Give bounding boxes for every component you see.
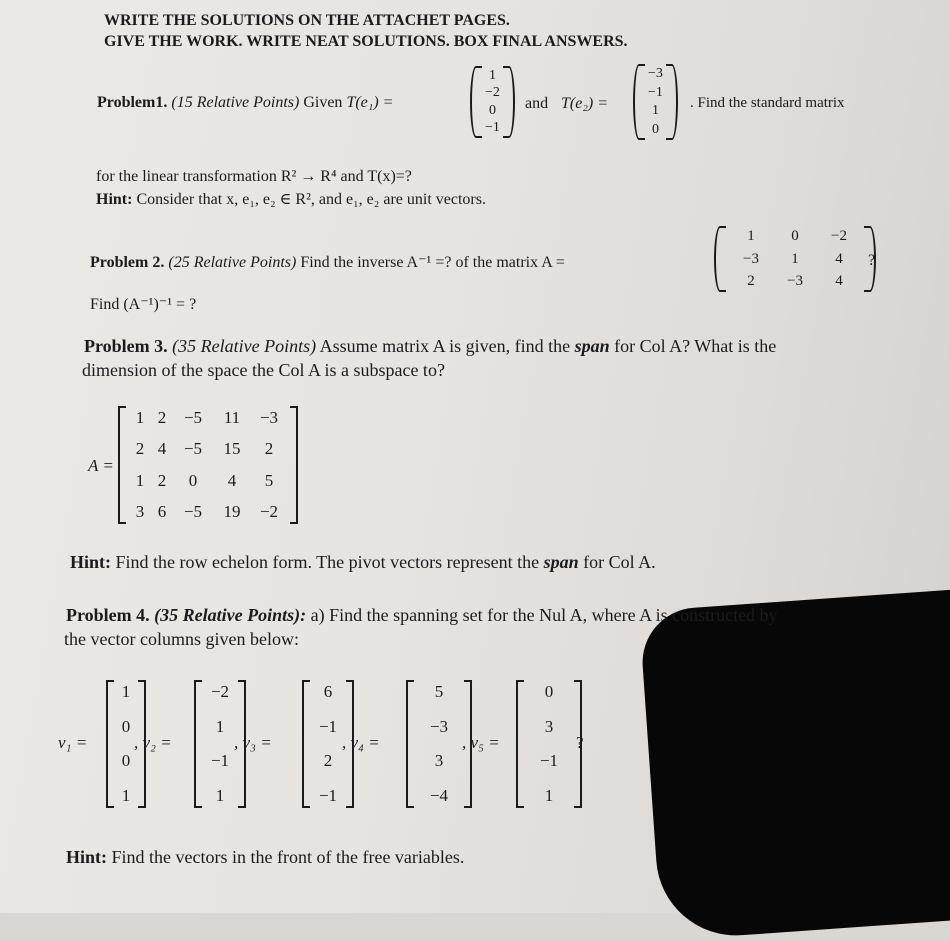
problem4-text: a) Find the spanning set for the Nul A, where A is constructed by (310, 605, 778, 625)
vector-entry: 6 (323, 682, 333, 701)
problem1-points: (15 Relative Points) (171, 94, 300, 111)
matrix-entry: −5 (183, 501, 203, 521)
problem2-label: Problem 2. (90, 254, 165, 271)
problem1-line2: for the linear transformation R² → R⁴ and T(x)=? (96, 168, 412, 185)
matrix-entry: 2 (157, 470, 167, 490)
vector-entry: 0 (121, 751, 131, 771)
v2-label: , v₂ = (134, 733, 172, 752)
te1-entry: −2 (485, 85, 500, 101)
problem4-label: Problem 4. (66, 605, 150, 625)
matrix-entry: 11 (223, 408, 241, 427)
problem3-a-label: A = (88, 456, 114, 475)
matrix-entry: 2 (135, 439, 145, 459)
matrix-entry: 2 (157, 408, 167, 427)
vector-entry: 1 (121, 682, 131, 701)
problem3-hint-label: Hint: (70, 552, 112, 572)
header-line-1: WRITE THE SOLUTIONS ON THE ATTACHET PAGES. (104, 12, 510, 29)
problem1-te2-label: T(e₂) = (561, 95, 609, 112)
vector-entry: 0 (121, 716, 131, 736)
matrix-entry: 2 (747, 273, 755, 289)
problem3-hint-span-word: span (543, 552, 579, 572)
matrix-entry: 1 (747, 228, 755, 244)
black-redaction-blot (639, 589, 950, 941)
v3-label: , v₃ = (234, 733, 272, 752)
problem3-text-a: Assume matrix A is given, find the (319, 336, 571, 356)
problem2-text: Find the inverse A⁻¹ =? of the matrix A = (300, 254, 565, 271)
matrix-entry: −2 (259, 501, 279, 521)
vector-entry: 5 (434, 682, 444, 701)
te2-entry: −1 (648, 84, 663, 100)
vector-entry: −1 (210, 751, 230, 771)
v4-label: , v₄ = (342, 733, 380, 752)
matrix-entry: 1 (135, 408, 145, 427)
vector-entry: 0 (544, 682, 554, 701)
problem1-given: Given (303, 94, 343, 111)
problem4-line2: the vector columns given below: (64, 629, 299, 649)
vector-entry: 1 (215, 785, 225, 805)
problem3-span-word: span (574, 336, 610, 356)
problem1-hint-text: Consider that x, e₁, e₂ ∈ R², and e₁, e₂ are unit vectors. (136, 191, 486, 208)
matrix-entry: −3 (787, 273, 803, 289)
problem4-line1 (66, 605, 778, 626)
matrix-entry: −5 (183, 439, 203, 459)
matrix-entry: 0 (791, 228, 799, 244)
matrix-entry: 5 (264, 470, 274, 490)
vector-entry: −1 (318, 785, 338, 805)
vector-entry: 2 (323, 751, 333, 771)
problem2-matrix (714, 226, 876, 292)
matrix-entry: 4 (835, 250, 843, 267)
v5-label: , v₅ = (462, 733, 500, 752)
problem4-hint (66, 847, 464, 868)
problem1-and: and (525, 95, 549, 112)
problem1-hint-label: Hint: (96, 191, 133, 208)
vector-entry: 1 (121, 785, 131, 805)
matrix-entry: 4 (835, 273, 843, 289)
matrix-entry: 19 (223, 501, 241, 521)
problem3-matrix (118, 406, 298, 524)
problem1-hint (96, 189, 486, 209)
vector-entry: 1 (544, 785, 554, 805)
te1-entry: 1 (488, 68, 496, 83)
problem2-points: (25 Relative Points) (168, 254, 297, 271)
problem2-question-mark: ? (868, 252, 876, 269)
problem1-line1 (97, 94, 393, 112)
problem3-hint-text-b: for Col A. (583, 552, 656, 572)
problem3-points: (35 Relative Points) (172, 336, 317, 356)
matrix-entry: 1 (791, 250, 799, 267)
problem3-label: Problem 3. (84, 336, 168, 356)
matrix-entry: −5 (183, 408, 203, 427)
te2-entry: 1 (651, 103, 659, 119)
vector-entry: 3 (544, 716, 554, 736)
te2-entry: 0 (651, 121, 659, 137)
vector-entry: 3 (434, 751, 444, 771)
vector-entry: −3 (429, 716, 449, 736)
matrix-entry: 15 (223, 439, 241, 459)
matrix-entry: 2 (264, 439, 274, 459)
vector-entry: −2 (210, 682, 230, 701)
matrix-entry: 4 (157, 439, 167, 459)
problem4-points: (35 Relative Points): (154, 605, 307, 625)
problem1-find-text: . Find the standard matrix (690, 95, 845, 111)
vector-entry: −1 (539, 751, 559, 771)
problem4-hint-text: Find the vectors in the front of the free variables. (111, 847, 465, 867)
vector-entry: −4 (429, 785, 449, 805)
v1-label: v₁ = (58, 733, 88, 752)
problem3-line2: dimension of the space the Col A is a subspace to? (82, 360, 445, 380)
problem1-te1-label: T(e₁) = (346, 94, 394, 111)
te2-vector (633, 64, 678, 140)
matrix-entry: 0 (188, 470, 198, 490)
te1-entry: 0 (488, 102, 496, 118)
vector-entry: −1 (318, 716, 338, 736)
matrix-entry: −3 (743, 250, 759, 267)
te1-vector (470, 66, 515, 138)
problem4-question-mark: ? (576, 733, 584, 752)
problem3-line1 (84, 336, 776, 357)
te2-entry: −3 (648, 66, 663, 81)
problem3-hint-text-a: Find the row echelon form. The pivot vectors represent the (115, 552, 540, 572)
matrix-entry: 4 (227, 470, 237, 490)
matrix-entry: −2 (831, 228, 847, 244)
header-line-2: GIVE THE WORK. WRITE NEAT SOLUTIONS. BOX FINAL ANSWERS. (104, 33, 628, 50)
problem4-hint-label: Hint: (66, 847, 108, 867)
matrix-entry: 6 (157, 501, 167, 521)
problem3-text-b: for Col A? What is the (614, 336, 777, 356)
matrix-entry: 3 (135, 501, 145, 521)
problem1-label: Problem1. (97, 94, 168, 111)
problem3-hint (70, 552, 656, 573)
v5-vector (516, 680, 582, 808)
vector-entry: 1 (215, 716, 225, 736)
problem2-line2: Find (A⁻¹)⁻¹ = ? (90, 296, 197, 313)
te1-entry: −1 (485, 119, 500, 135)
matrix-entry: −3 (259, 408, 279, 427)
matrix-entry: 1 (135, 470, 145, 490)
problem2-line1 (90, 252, 565, 272)
